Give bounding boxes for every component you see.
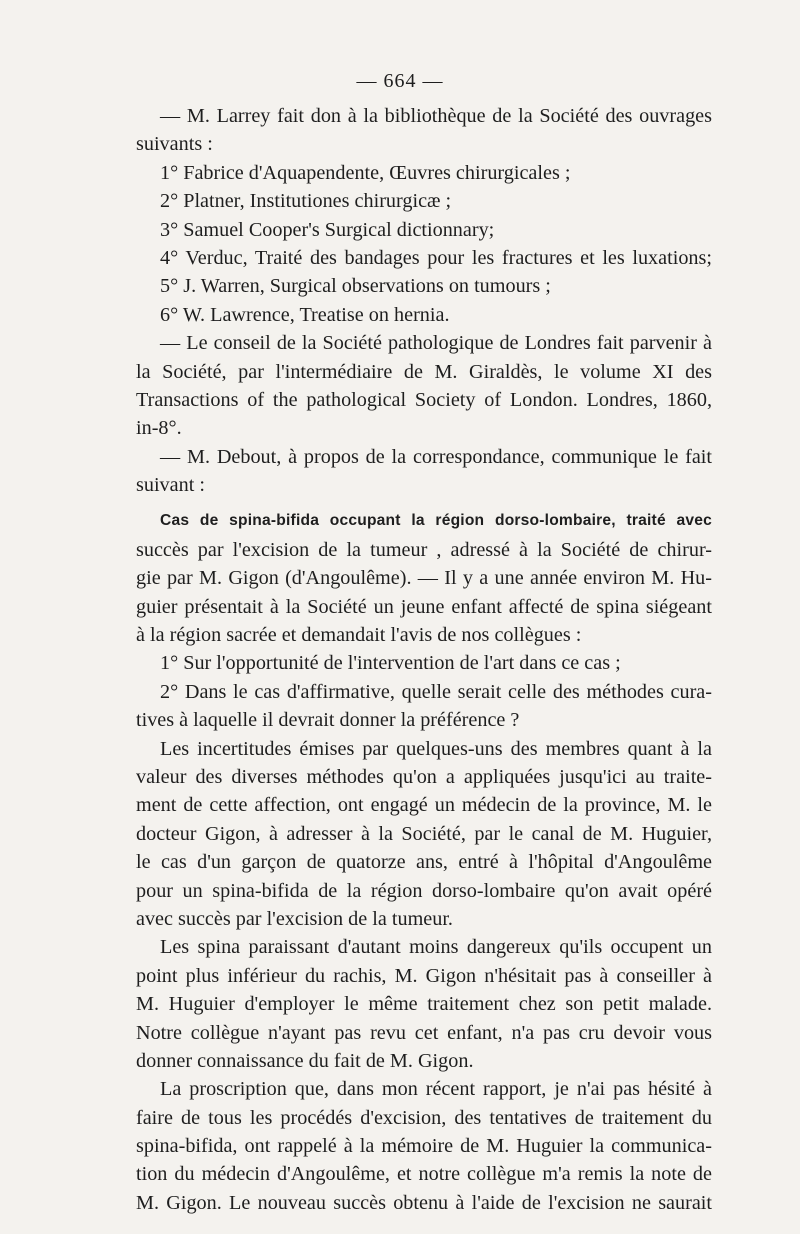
text-line: à la région sacrée et demandait l'avis de nos collègues :: [136, 624, 582, 647]
list-item: 5° J. Warren, Surgical observations on tumours ;: [160, 275, 551, 298]
list-item: 2° Dans le cas d'affirmative, quelle serait celle des méthodes cura-: [160, 680, 712, 703]
text-line: succès par l'excision de la tumeur , adressé à la Société de chirur-: [136, 538, 712, 561]
text-line: guier présentait à la Société un jeune enfant affecté de spina siégeant: [136, 595, 712, 618]
text-line: tion du médecin d'Angoulême, et notre collègue m'a remis la note de: [136, 1163, 712, 1186]
body-text: [136, 102, 712, 1217]
list-item: 3° Samuel Cooper's Surgical dictionnary;: [160, 218, 495, 241]
page-number: — 664 —: [356, 70, 444, 92]
text-line: valeur des diverses méthodes qu'on a appliquées jusqu'ici au traite-: [136, 765, 712, 788]
text-line: in-8°.: [136, 417, 182, 440]
text-line: M. Gigon. Le nouveau succès obtenu à l'aide de l'excision ne saurait: [136, 1191, 712, 1214]
text-line: suivants :: [136, 133, 213, 156]
list-item: 1° Sur l'opportunité de l'intervention de l'art dans ce cas ;: [160, 652, 621, 675]
text-line: Notre collègue n'ayant pas revu cet enfant, n'a pas cru devoir vous: [136, 1021, 712, 1044]
text-line: gie par M. Gigon (d'Angoulême). — Il y a une année environ M. Hu-: [136, 567, 712, 590]
list-item: 1° Fabrice d'Aquapendente, Œuvres chirurgicales ;: [160, 161, 571, 184]
text-line: Les spina paraissant d'autant moins dangereux qu'ils occupent un: [160, 936, 712, 959]
section-heading: Cas de spina-bifida occupant la région dorso-lombaire, traité avec: [160, 512, 712, 530]
text-line: docteur Gigon, à adresser à la Société, par le canal de M. Huguier,: [136, 822, 712, 845]
text-line: — Le conseil de la Société pathologique de Londres fait parvenir à: [160, 332, 712, 355]
text-line: le cas d'un garçon de quatorze ans, entré à l'hôpital d'Angoulême: [136, 851, 712, 874]
list-item: 4° Verduc, Traité des bandages pour les fractures et les luxations;: [160, 246, 712, 269]
list-item: 6° W. Lawrence, Treatise on hernia.: [160, 303, 450, 326]
text-line: suivant :: [136, 474, 205, 497]
text-line: tives à laquelle il devrait donner la préférence ?: [136, 709, 520, 732]
text-line: faire de tous les procédés d'excision, des tentatives de traitement du: [136, 1106, 712, 1129]
text-line: ment de cette affection, ont engagé un médecin de la province, M. le: [136, 794, 712, 817]
text-line: Transactions of the pathological Society of London. Londres, 1860,: [136, 388, 712, 411]
text-line: — M. Debout, à propos de la correspondance, communique le fait: [160, 445, 712, 468]
text-line: la Société, par l'intermédiaire de M. Giraldès, le volume XI des: [136, 360, 712, 383]
text-line: La proscription que, dans mon récent rapport, je n'ai pas hésité à: [160, 1078, 712, 1101]
text-line: avec succès par l'excision de la tumeur.: [136, 907, 453, 930]
text-line: pour un spina-bifida de la région dorso-lombaire qu'on avait opéré: [136, 879, 712, 902]
text-line: M. Huguier d'employer le même traitement chez son petit malade.: [136, 993, 712, 1016]
text-line: spina-bifida, ont rappelé à la mémoire de M. Huguier la communica-: [136, 1135, 712, 1158]
text-line: point plus inférieur du rachis, M. Gigon n'hésitait pas à conseiller à: [136, 964, 712, 987]
text-line: donner connaissance du fait de M. Gigon.: [136, 1049, 474, 1072]
text-line: Les incertitudes émises par quelques-uns des membres quant à la: [160, 737, 712, 760]
text-line: — M. Larrey fait don à la bibliothèque de la Société des ouvrages: [160, 105, 712, 127]
list-item: 2° Platner, Institutiones chirurgicæ ;: [160, 190, 452, 213]
